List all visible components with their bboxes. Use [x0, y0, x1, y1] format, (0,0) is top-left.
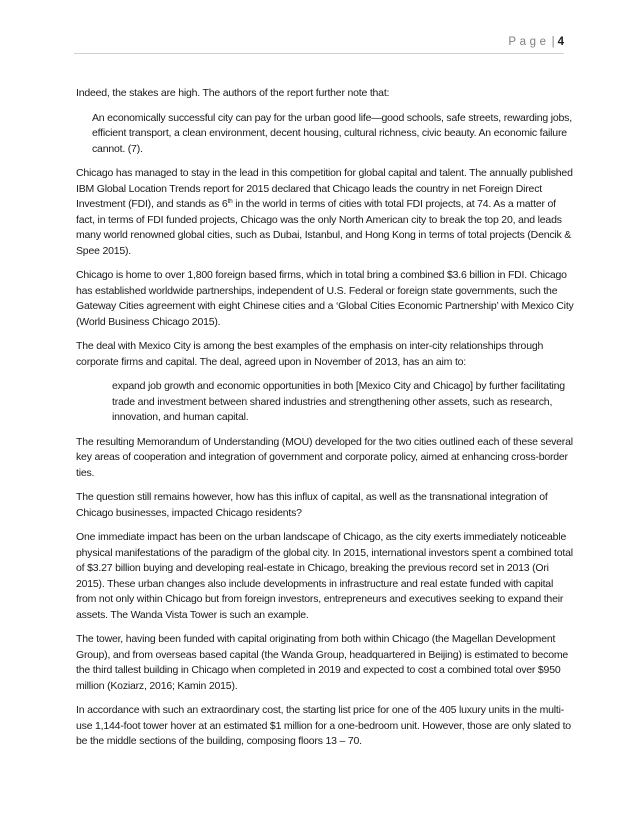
paragraph-question: The question still remains however, how has this influx of capital, as well as the transnational integration of Chicago businesses, impacted Chicago residents?	[76, 491, 548, 519]
page-header	[508, 36, 564, 48]
header-separator: |	[551, 36, 555, 48]
block-quote-economic-success: An economically successful city can pay for the urban good life—good schools, safe streets, rewarding jobs, efficient transport, a clean environment, decent housing, cultural richness, civic beauty. An economic failure cannot. (7).	[92, 111, 572, 155]
page-number: 4	[557, 36, 564, 48]
ordinal-superscript: th	[227, 198, 233, 205]
document-body	[76, 86, 574, 759]
paragraph-mou: The resulting Memorandum of Understanding (MOU) developed for the two cities outlined each of these several key areas of cooperation and integration of government and corporate policy, aimed at enhancing cross-border ties.	[76, 435, 573, 479]
paragraph-mexico-deal: The deal with Mexico City is among the best examples of the emphasis on inter-city relationships through corporate firms and capital. The deal, agreed upon in November of 2013, has an aim to:	[76, 340, 544, 368]
paragraph-fdi-leadership	[76, 166, 574, 259]
paragraph-wanda-tower: The tower, having been funded with capital originating from both within Chicago (the Magellan Development Group), and from overseas based capital (the Wanda Group, headquartered in Beijing) is estimated to become the third tallest building in Chicago when completed in 2019 and expected to cost a combined total over $950 million (Koziarz, 2016; Kamin 2015).	[76, 633, 569, 692]
paragraph-intro: Indeed, the stakes are high. The authors of the report further note that:	[76, 87, 390, 99]
paragraph-fdi-text-b: in the world in terms of cities with total FDI projects, at 74. As a matter of fact, in terms of FDI funded projects, Chicago was the only North American city to break the top 20, and leads many world renowned global cities, such as Dubai, Istanbul, and Hong Kong in terms of total projects (Dencik & Spee 2015).	[76, 198, 572, 257]
header-divider	[74, 53, 564, 54]
paragraph-foreign-firms: Chicago is home to over 1,800 foreign based firms, which in total bring a combined $3.6 billion in FDI. Chicago has established worldwide partnerships, independent of U.S. Federal or foreign state governments, such the Gateway Cities agreement with eight Chinese cities and a ‘Global Cities Economic Partnership’ with Mexico City (World Business Chicago 2015).	[76, 269, 574, 328]
block-quote-deal-aim: expand job growth and economic opportunities in both [Mexico City and Chicago] by further facilitating trade and investment between shared industries and strengthening other assets, such as research, innovation, and human capital.	[112, 380, 565, 423]
page-label: Page	[508, 36, 550, 48]
paragraph-fdi-text-a: Chicago has managed to stay in the lead in this competition for global capital and talent. The annually published IBM Global Location Trends report for 2015 declared that Chicago leads the country in net Foreign Direct Investment (FDI), and stands as 6	[76, 167, 573, 210]
paragraph-unit-price: In accordance with such an extraordinary cost, the starting list price for one of the 405 luxury units in the multi-use 1,144-foot tower hover at an estimated $1 million for a one-bedroom unit. However, those are only slated to be the middle sections of the building, composing floors 13 – 70.	[76, 704, 571, 747]
paragraph-urban-impact: One immediate impact has been on the urban landscape of Chicago, as the city exerts immediately noticeable physical manifestations of the paradigm of the global city. In 2015, international investors spent a combined total of $3.27 billion buying and developing real-estate in Chicago, breaking the previous record set in 2013 (Ori 2015). These urban changes also include developments in infrastructure and real estate funded with capital from not only within Chicago but from foreign investors, entrepreneurs and executives seeking to expand their assets. The Wanda Vista Tower is such an example.	[76, 531, 573, 621]
